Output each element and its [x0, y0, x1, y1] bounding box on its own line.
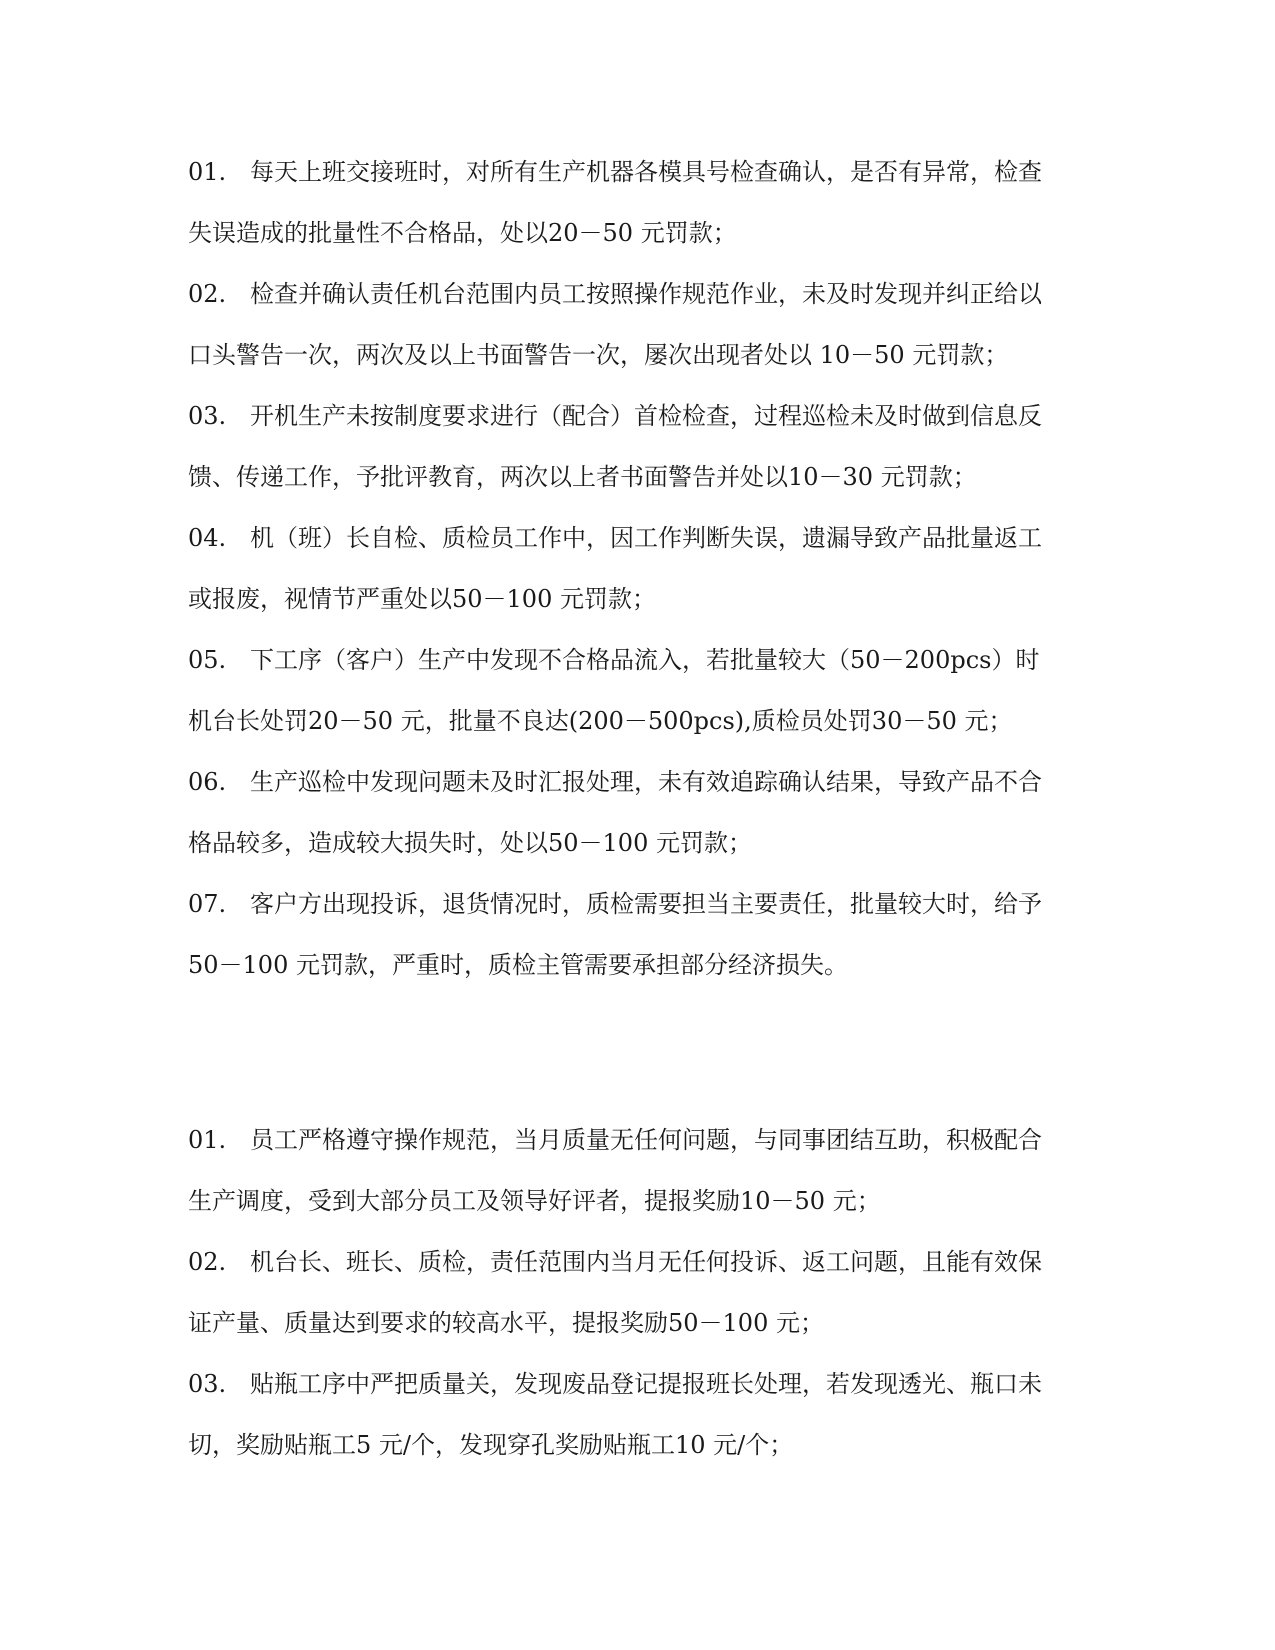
item-text: 客户方出现投诉，退货情况时，质检需要担当主要责任，批量较大时，给予50－100 元罚款，严重时，质检主管需要承担部分经济损失。	[188, 890, 1042, 979]
penalty-item	[188, 874, 1048, 996]
item-text: 生产巡检中发现问题未及时汇报处理，未有效追踪确认结果，导致产品不合格品较多，造成较大损失时，处以50－100 元罚款；	[188, 768, 1042, 857]
item-number: 05.	[188, 646, 227, 674]
item-number: 06.	[188, 768, 227, 796]
item-number: 02.	[188, 1248, 227, 1276]
item-number: 04.	[188, 524, 227, 552]
reward-item	[188, 1110, 1048, 1232]
item-text: 每天上班交接班时，对所有生产机器各模具号检查确认，是否有异常，检查失误造成的批量性不合格品，处以20－50 元罚款；	[188, 158, 1042, 247]
reward-item	[188, 1354, 1048, 1476]
reward-section	[188, 1110, 1048, 1476]
item-text: 下工序（客户）生产中发现不合格品流入，若批量较大（50－200pcs）时机台长处罚20－50 元，批量不良达(200－500pcs),质检员处罚30－50 元；	[188, 646, 1040, 735]
item-text: 机（班）长自检、质检员工作中，因工作判断失误，遗漏导致产品批量返工或报废，视情节严重处以50－100 元罚款；	[188, 524, 1042, 613]
penalty-item	[188, 264, 1048, 386]
penalty-item	[188, 752, 1048, 874]
item-text: 机台长、班长、质检，责任范围内当月无任何投诉、返工问题，且能有效保证产量、质量达到要求的较高水平，提报奖励50－100 元；	[188, 1248, 1042, 1337]
penalty-item	[188, 630, 1048, 752]
penalty-item	[188, 142, 1048, 264]
penalty-item	[188, 508, 1048, 630]
item-number: 07.	[188, 890, 227, 918]
item-text: 开机生产未按制度要求进行（配合）首检检查，过程巡检未及时做到信息反馈、传递工作，予批评教育，两次以上者书面警告并处以10－30 元罚款；	[188, 402, 1042, 491]
item-number: 02.	[188, 280, 227, 308]
reward-item	[188, 1232, 1048, 1354]
item-text: 检查并确认责任机台范围内员工按照操作规范作业，未及时发现并纠正给以口头警告一次，两次及以上书面警告一次，屡次出现者处以 10－50 元罚款；	[188, 280, 1042, 369]
item-text: 贴瓶工序中严把质量关，发现废品登记提报班长处理，若发现透光、瓶口未切，奖励贴瓶工5 元/个，发现穿孔奖励贴瓶工10 元/个；	[188, 1370, 1042, 1459]
item-text: 员工严格遵守操作规范，当月质量无任何问题，与同事团结互助，积极配合生产调度，受到大部分员工及领导好评者，提报奖励10－50 元；	[188, 1126, 1042, 1215]
item-number: 03.	[188, 1370, 227, 1398]
item-number: 03.	[188, 402, 227, 430]
item-number: 01.	[188, 1126, 227, 1154]
penalty-item	[188, 386, 1048, 508]
penalty-section	[188, 142, 1048, 996]
item-number: 01.	[188, 158, 227, 186]
